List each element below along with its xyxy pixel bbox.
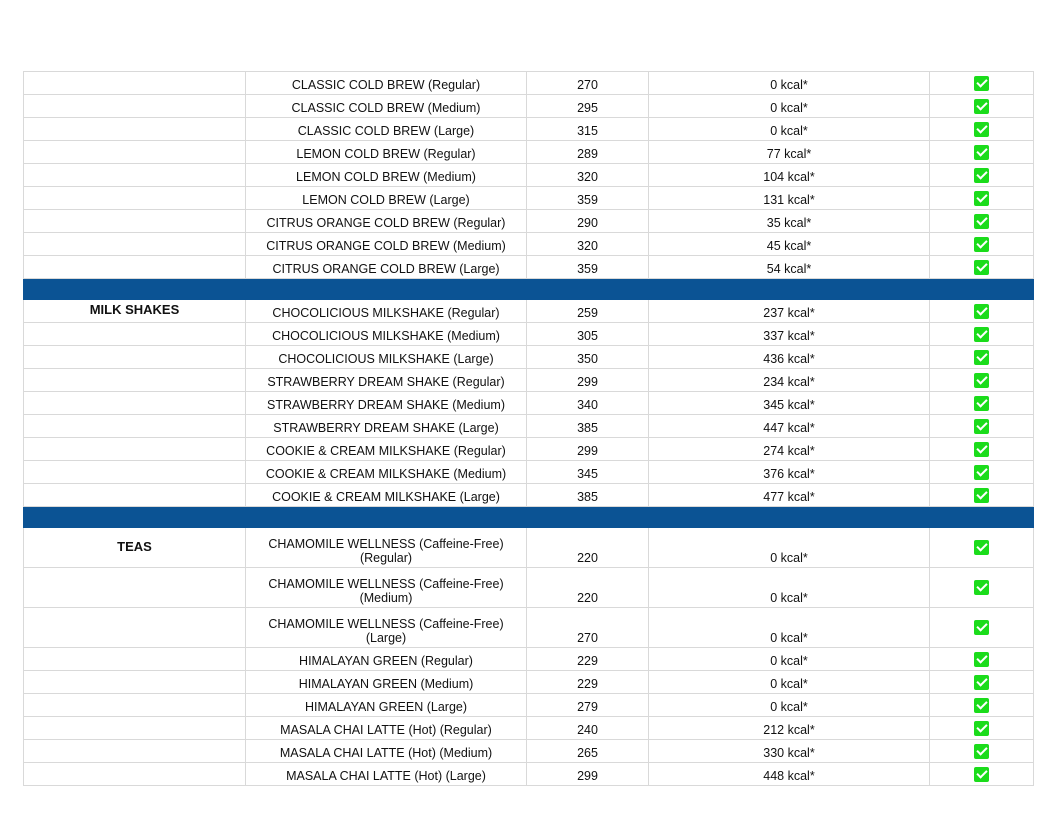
table-row (24, 233, 1034, 256)
category-cell (24, 210, 246, 233)
category-cell (24, 392, 246, 415)
availability-cell (930, 415, 1034, 438)
check-box-icon (974, 350, 989, 365)
category-cell (24, 141, 246, 164)
category-cell (24, 415, 246, 438)
check-box-icon (974, 442, 989, 457)
item-calories: 54 kcal* (649, 256, 930, 279)
item-calories: 0 kcal* (649, 648, 930, 671)
availability-cell (930, 648, 1034, 671)
item-name: CHAMOMILE WELLNESS (Caffeine-Free) (Medium) (246, 568, 527, 608)
item-calories: 448 kcal* (649, 763, 930, 786)
check-box-icon (974, 767, 989, 782)
item-name: CHOCOLICIOUS MILKSHAKE (Medium) (246, 323, 527, 346)
item-calories: 234 kcal* (649, 369, 930, 392)
table-row (24, 95, 1034, 118)
availability-cell (930, 671, 1034, 694)
separator-cell (246, 279, 527, 300)
check-box-icon (974, 744, 989, 759)
item-price: 299 (527, 763, 649, 786)
availability-cell (930, 233, 1034, 256)
item-price: 220 (527, 568, 649, 608)
availability-cell (930, 717, 1034, 740)
availability-cell (930, 763, 1034, 786)
item-calories: 376 kcal* (649, 461, 930, 484)
check-box-icon (974, 465, 989, 480)
check-box-icon (974, 99, 989, 114)
availability-cell (930, 300, 1034, 323)
availability-cell (930, 141, 1034, 164)
table-row (24, 256, 1034, 279)
table-row (24, 461, 1034, 484)
check-box-icon (974, 168, 989, 183)
separator-cell (527, 507, 649, 528)
menu-table (23, 71, 1034, 786)
item-price: 340 (527, 392, 649, 415)
item-name: HIMALAYAN GREEN (Large) (246, 694, 527, 717)
table-row (24, 392, 1034, 415)
item-calories: 0 kcal* (649, 95, 930, 118)
item-name: STRAWBERRY DREAM SHAKE (Medium) (246, 392, 527, 415)
item-price: 320 (527, 233, 649, 256)
separator-cell (649, 507, 930, 528)
table-row (24, 164, 1034, 187)
separator-cell (930, 507, 1034, 528)
item-price: 220 (527, 528, 649, 568)
item-name: CHAMOMILE WELLNESS (Caffeine-Free) (Large) (246, 608, 527, 648)
table-row (24, 346, 1034, 369)
item-calories: 104 kcal* (649, 164, 930, 187)
category-cell (24, 233, 246, 256)
category-cell (24, 740, 246, 763)
availability-cell (930, 392, 1034, 415)
check-box-icon (974, 373, 989, 388)
availability-cell (930, 369, 1034, 392)
separator-cell (649, 279, 930, 300)
check-box-icon (974, 327, 989, 342)
item-price: 289 (527, 141, 649, 164)
table-row (24, 568, 1034, 608)
availability-cell (930, 95, 1034, 118)
table-row (24, 300, 1034, 323)
category-cell (24, 568, 246, 608)
check-box-icon (974, 122, 989, 137)
section-separator (24, 279, 1034, 300)
item-price: 350 (527, 346, 649, 369)
availability-cell (930, 118, 1034, 141)
availability-cell (930, 256, 1034, 279)
item-name: COOKIE & CREAM MILKSHAKE (Regular) (246, 438, 527, 461)
item-price: 359 (527, 187, 649, 210)
availability-cell (930, 461, 1034, 484)
check-box-icon (974, 675, 989, 690)
item-name: CITRUS ORANGE COLD BREW (Regular) (246, 210, 527, 233)
check-box-icon (974, 620, 989, 635)
availability-cell (930, 346, 1034, 369)
item-name: LEMON COLD BREW (Regular) (246, 141, 527, 164)
item-price: 270 (527, 608, 649, 648)
category-cell (24, 323, 246, 346)
category-cell (24, 72, 246, 95)
check-box-icon (974, 191, 989, 206)
table-row (24, 72, 1034, 95)
item-name: LEMON COLD BREW (Large) (246, 187, 527, 210)
availability-cell (930, 164, 1034, 187)
check-box-icon (974, 698, 989, 713)
availability-cell (930, 210, 1034, 233)
table-row (24, 528, 1034, 568)
category-cell: TEAS (24, 528, 246, 568)
item-name: STRAWBERRY DREAM SHAKE (Regular) (246, 369, 527, 392)
item-name: CHOCOLICIOUS MILKSHAKE (Regular) (246, 300, 527, 323)
item-calories: 212 kcal* (649, 717, 930, 740)
table-row (24, 484, 1034, 507)
item-price: 270 (527, 72, 649, 95)
item-calories: 35 kcal* (649, 210, 930, 233)
category-cell (24, 608, 246, 648)
item-name: CITRUS ORANGE COLD BREW (Medium) (246, 233, 527, 256)
item-calories: 436 kcal* (649, 346, 930, 369)
separator-cell (24, 279, 246, 300)
table-row (24, 369, 1034, 392)
item-calories: 0 kcal* (649, 608, 930, 648)
availability-cell (930, 323, 1034, 346)
table-row (24, 438, 1034, 461)
category-cell (24, 256, 246, 279)
separator-cell (930, 279, 1034, 300)
item-price: 299 (527, 369, 649, 392)
availability-cell (930, 694, 1034, 717)
availability-cell (930, 740, 1034, 763)
separator-cell (246, 507, 527, 528)
item-name: LEMON COLD BREW (Medium) (246, 164, 527, 187)
item-price: 229 (527, 648, 649, 671)
item-name: COOKIE & CREAM MILKSHAKE (Medium) (246, 461, 527, 484)
item-price: 299 (527, 438, 649, 461)
item-calories: 237 kcal* (649, 300, 930, 323)
item-name: CLASSIC COLD BREW (Large) (246, 118, 527, 141)
item-calories: 477 kcal* (649, 484, 930, 507)
item-price: 345 (527, 461, 649, 484)
item-calories: 330 kcal* (649, 740, 930, 763)
table-row (24, 763, 1034, 786)
category-cell (24, 461, 246, 484)
table-row (24, 740, 1034, 763)
separator-cell (527, 279, 649, 300)
table-row (24, 648, 1034, 671)
availability-cell (930, 438, 1034, 461)
item-calories: 77 kcal* (649, 141, 930, 164)
item-price: 279 (527, 694, 649, 717)
category-cell: MILK SHAKES (24, 300, 246, 323)
item-name: STRAWBERRY DREAM SHAKE (Large) (246, 415, 527, 438)
item-calories: 45 kcal* (649, 233, 930, 256)
item-price: 320 (527, 164, 649, 187)
table-row (24, 415, 1034, 438)
item-calories: 274 kcal* (649, 438, 930, 461)
check-box-icon (974, 540, 989, 555)
item-name: COOKIE & CREAM MILKSHAKE (Large) (246, 484, 527, 507)
item-name: CLASSIC COLD BREW (Medium) (246, 95, 527, 118)
availability-cell (930, 484, 1034, 507)
item-price: 305 (527, 323, 649, 346)
item-price: 290 (527, 210, 649, 233)
item-calories: 0 kcal* (649, 72, 930, 95)
item-price: 295 (527, 95, 649, 118)
item-price: 229 (527, 671, 649, 694)
check-box-icon (974, 580, 989, 595)
item-name: CLASSIC COLD BREW (Regular) (246, 72, 527, 95)
table-row (24, 141, 1034, 164)
item-calories: 0 kcal* (649, 694, 930, 717)
table-row (24, 118, 1034, 141)
item-price: 385 (527, 484, 649, 507)
check-box-icon (974, 237, 989, 252)
check-box-icon (974, 304, 989, 319)
category-cell (24, 346, 246, 369)
check-box-icon (974, 76, 989, 91)
item-calories: 0 kcal* (649, 118, 930, 141)
menu-table-body (24, 72, 1034, 786)
item-calories: 447 kcal* (649, 415, 930, 438)
category-cell (24, 671, 246, 694)
separator-cell (24, 507, 246, 528)
item-price: 359 (527, 256, 649, 279)
table-row (24, 717, 1034, 740)
category-cell (24, 694, 246, 717)
check-box-icon (974, 260, 989, 275)
item-name: HIMALAYAN GREEN (Regular) (246, 648, 527, 671)
item-calories: 337 kcal* (649, 323, 930, 346)
availability-cell (930, 72, 1034, 95)
section-separator (24, 507, 1034, 528)
availability-cell (930, 187, 1034, 210)
item-price: 385 (527, 415, 649, 438)
check-box-icon (974, 396, 989, 411)
check-box-icon (974, 145, 989, 160)
item-name: MASALA CHAI LATTE (Hot) (Medium) (246, 740, 527, 763)
check-box-icon (974, 652, 989, 667)
category-cell (24, 438, 246, 461)
table-row (24, 671, 1034, 694)
table-row (24, 694, 1034, 717)
item-name: MASALA CHAI LATTE (Hot) (Large) (246, 763, 527, 786)
availability-cell (930, 608, 1034, 648)
item-name: CHOCOLICIOUS MILKSHAKE (Large) (246, 346, 527, 369)
item-calories: 131 kcal* (649, 187, 930, 210)
item-calories: 0 kcal* (649, 528, 930, 568)
category-cell (24, 484, 246, 507)
category-cell (24, 648, 246, 671)
item-price: 265 (527, 740, 649, 763)
item-name: CITRUS ORANGE COLD BREW (Large) (246, 256, 527, 279)
table-row (24, 608, 1034, 648)
category-cell (24, 118, 246, 141)
table-row (24, 187, 1034, 210)
check-box-icon (974, 488, 989, 503)
category-cell (24, 369, 246, 392)
item-price: 259 (527, 300, 649, 323)
category-cell (24, 95, 246, 118)
table-row (24, 210, 1034, 233)
item-price: 240 (527, 717, 649, 740)
item-calories: 345 kcal* (649, 392, 930, 415)
check-box-icon (974, 214, 989, 229)
item-calories: 0 kcal* (649, 568, 930, 608)
item-name: HIMALAYAN GREEN (Medium) (246, 671, 527, 694)
availability-cell (930, 528, 1034, 568)
item-calories: 0 kcal* (649, 671, 930, 694)
availability-cell (930, 568, 1034, 608)
check-box-icon (974, 419, 989, 434)
item-name: MASALA CHAI LATTE (Hot) (Regular) (246, 717, 527, 740)
category-cell (24, 187, 246, 210)
category-cell (24, 717, 246, 740)
item-price: 315 (527, 118, 649, 141)
check-box-icon (974, 721, 989, 736)
category-cell (24, 164, 246, 187)
item-name: CHAMOMILE WELLNESS (Caffeine-Free) (Regular) (246, 528, 527, 568)
table-row (24, 323, 1034, 346)
category-cell (24, 763, 246, 786)
